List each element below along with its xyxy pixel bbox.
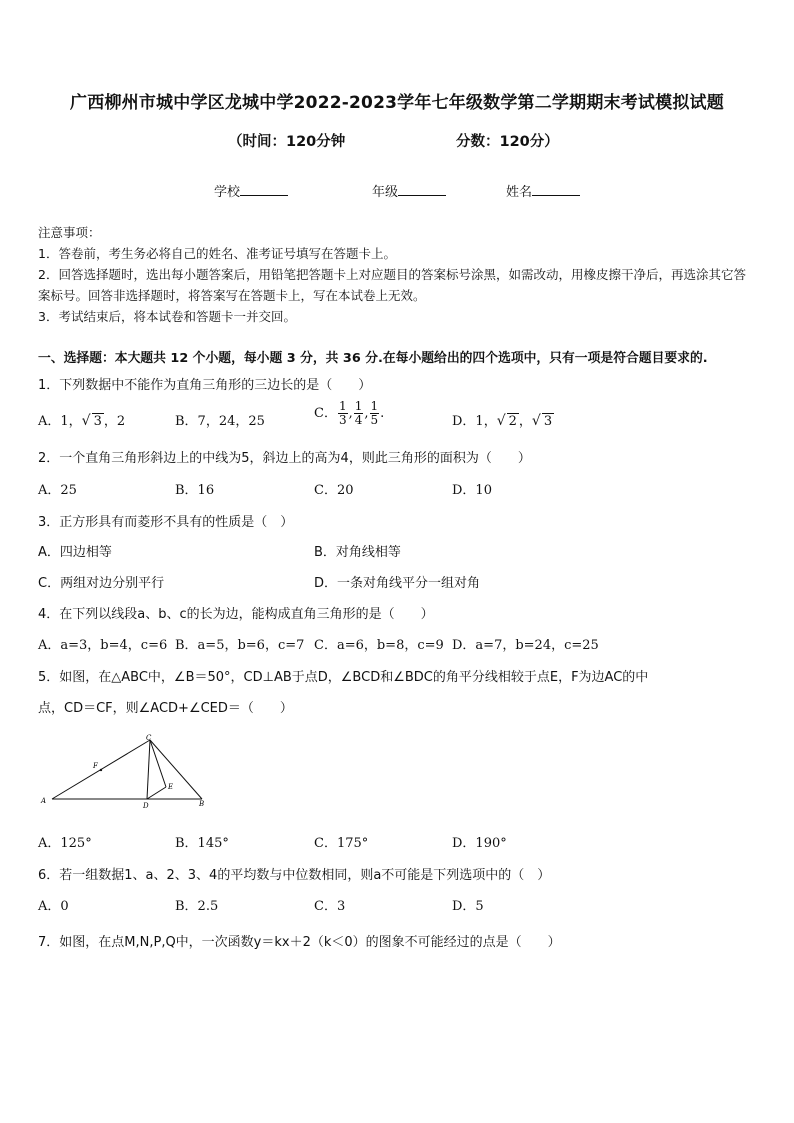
school-label: 学校	[214, 185, 241, 200]
label-b: B	[199, 800, 205, 808]
q4-option-c: C．a=6，b=8，c=9	[314, 638, 444, 653]
label-e: E	[168, 783, 174, 791]
school-field	[214, 181, 288, 200]
q2-option-c: C．20	[314, 483, 354, 498]
q3-option-d: D．一条对角线平分一组对角	[314, 576, 481, 591]
q4-option-b: B．a=5，b=6，c=7	[175, 638, 305, 653]
q6-option-c: C．3	[314, 899, 346, 914]
grade-field	[372, 181, 446, 200]
q1-option-d	[452, 410, 554, 429]
q5-option-a: A．125°	[38, 836, 92, 851]
note-item: 2．回答选择题时，选出每小题答案后，用铅笔把答题卡上对应题目的答案标号涂黑，如需改动，用橡皮擦干净后，再选涂其它答案标号。回答非选择题时，将答案写在答题卡上，写在本试卷上无效。	[38, 267, 746, 303]
q5-option-b: B．145°	[175, 836, 229, 851]
q5-option-c: C．175°	[314, 836, 369, 851]
sqrt-icon: √	[81, 413, 91, 429]
q1-stem: 1．下列数据中不能作为直角三角形的三边长的是（ ）	[38, 378, 372, 393]
q2-option-d: D．10	[452, 483, 492, 498]
q5-stem-line2: 点，CD＝CF，则∠ACD+∠CED＝（ ）	[38, 701, 293, 716]
note-item: 3．考试结束后，将本试卷和答题卡一并交回。	[38, 309, 296, 324]
fraction: $\frac{1}{3}$	[338, 399, 347, 427]
q5-option-d: D．190°	[452, 836, 507, 851]
fraction: $\frac{1}{4}$	[354, 399, 363, 427]
q6-option-a: A．0	[38, 899, 69, 914]
q7-stem: 7．如图，在点M,N,P,Q中，一次函数y＝kx＋2（k＜0）的图象不可能经过的点是（ ）	[38, 935, 561, 950]
section-heading: 一、选择题：本大题共 12 个小题，每小题 3 分，共 36 分.在每小题给出的四个选项中，只有一项是符合题目要求的.	[38, 351, 708, 366]
name-blank	[532, 183, 580, 196]
q1-c-prefix: C．	[314, 406, 337, 421]
sqrt-icon: √	[531, 413, 541, 429]
exam-title: 广西柳州市城中学区龙城中学2022-2023学年七年级数学第二学期期末考试模拟试题	[70, 93, 724, 113]
q5-triangle-figure	[38, 732, 214, 812]
notes	[38, 222, 758, 327]
q1-d-radicand: 2	[508, 414, 517, 429]
q3-option-a: A．四边相等	[38, 545, 112, 560]
q4-stem: 4．在下列以线段a、b、c的长为边，能构成直角三角形的是（ ）	[38, 607, 434, 622]
q4-option-d: D．a=7，b=24，c=25	[452, 638, 599, 653]
q6-option-b: B．2.5	[175, 899, 219, 914]
q6-option-d: D．5	[452, 899, 484, 914]
q2-option-b: B．16	[175, 483, 215, 498]
label-d: D	[143, 802, 149, 810]
q2-stem: 2．一个直角三角形斜边上的中线为5，斜边上的高为4，则此三角形的面积为（ ）	[38, 451, 531, 466]
label-f: F	[93, 762, 98, 770]
q2-option-a: A．25	[38, 483, 77, 498]
q1-d-radicand: 3	[543, 414, 553, 429]
name-label: 姓名	[506, 185, 533, 200]
grade-label: 年级	[372, 185, 399, 200]
point-f	[100, 769, 102, 771]
exam-time: （时间：120分钟	[228, 134, 346, 150]
segment-cd	[147, 740, 150, 799]
notes-heading: 注意事项：	[38, 225, 101, 240]
exam-score: 分数：120分）	[456, 134, 559, 150]
label-a: A	[41, 797, 47, 805]
sqrt-icon: √	[496, 413, 506, 429]
segment-bc	[150, 740, 202, 799]
q1-option-c: C． $\frac{1}{3}$ , $\frac{1}{4}$ , $\frac{1}{5}$ .	[314, 399, 385, 427]
segment-ce	[150, 740, 166, 787]
q1-a-prefix: A．1，	[38, 414, 82, 429]
q1-c-suffix: .	[380, 406, 385, 421]
name-field	[506, 181, 580, 200]
q1-option-b: B．7，24，25	[175, 414, 265, 429]
label-c: C	[146, 734, 152, 742]
q4-option-a: A．a=3，b=4，c=6	[38, 638, 168, 653]
q6-stem: 6．若一组数据1、a、2、3、4的平均数与中位数相同，则a不可能是下列选项中的（ ）	[38, 868, 551, 883]
q1-d-prefix: D．1，	[452, 414, 497, 429]
q1-a-suffix: ，2	[103, 414, 126, 429]
q3-option-b: B．对角线相等	[314, 545, 401, 560]
q1-d-sep: ，	[518, 414, 532, 429]
q3-option-c: C．两组对边分别平行	[38, 576, 165, 591]
segment-de	[147, 787, 166, 799]
q5-stem-line1: 5．如图，在△ABC中，∠B＝50°，CD⊥AB于点D，∠BCD和∠BDC的角平分线相较于点E，F为边AC的中	[38, 670, 649, 685]
q1-option-a	[38, 410, 125, 429]
fraction: $\frac{1}{5}$	[370, 399, 379, 427]
grade-blank	[398, 183, 446, 196]
note-item: 1．答卷前，考生务必将自己的姓名、准考证号填写在答题卡上。	[38, 246, 396, 261]
q1-a-radicand: 3	[93, 414, 102, 429]
q3-stem: 3．正方形具有而菱形不具有的性质是（ ）	[38, 515, 294, 530]
school-blank	[240, 183, 288, 196]
